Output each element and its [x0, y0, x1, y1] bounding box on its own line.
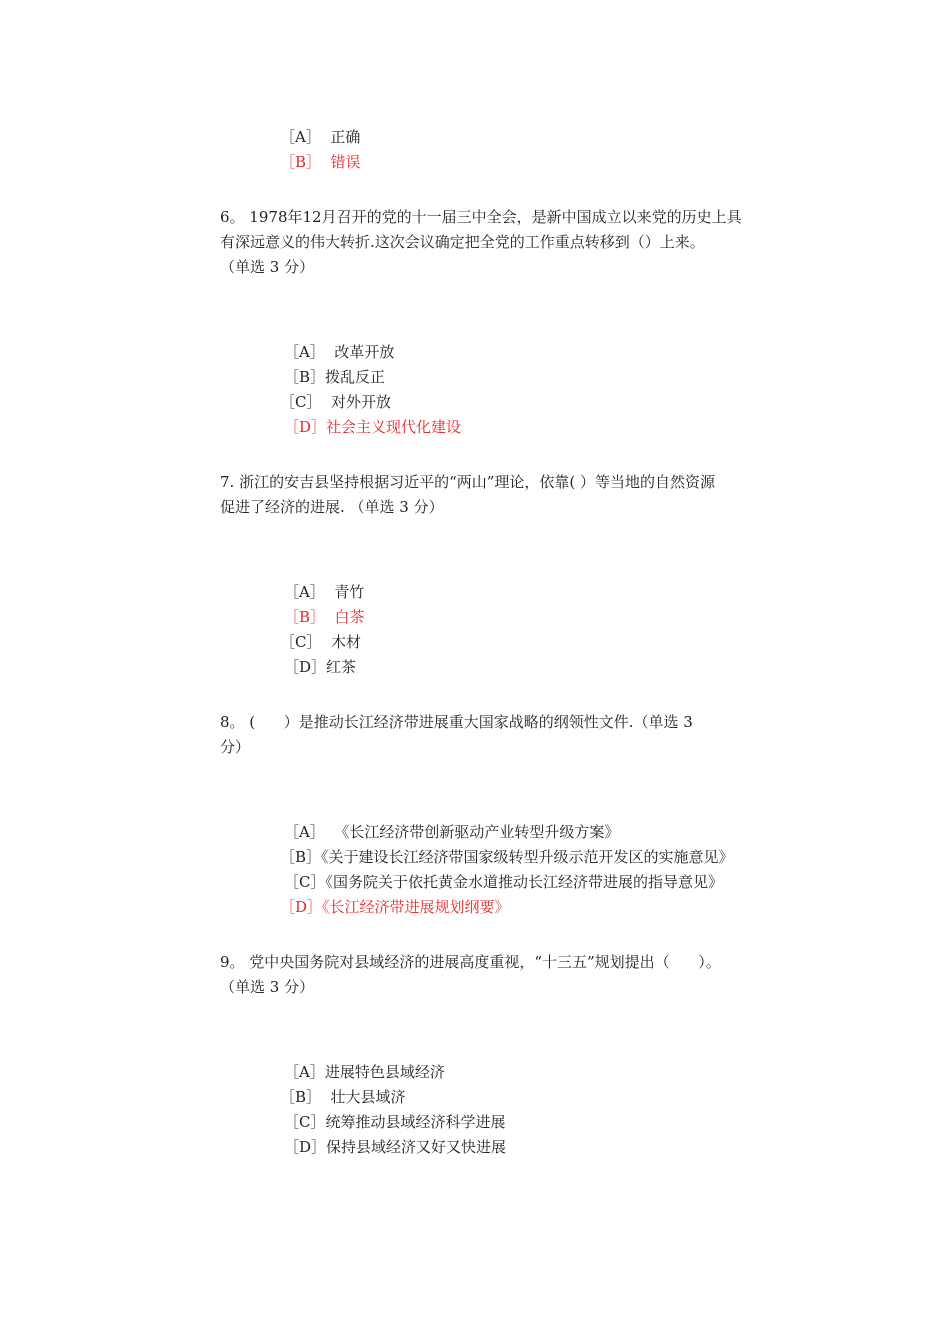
q8-text-line-1: 8。 ( ）是推动长江经济带进展重大国家战略的纲领性文件.（单选 3	[220, 713, 693, 731]
q7-text-line-2: 促进了经济的进展. （单选 3 分）	[220, 498, 444, 516]
q7-option-d: ［D］红茶	[284, 658, 357, 676]
q6-option-d: ［D］社会主义现代化建设	[284, 418, 462, 436]
q8-option-c: ［C］《国务院关于依托黄金水道推动长江经济带进展的指导意见》	[284, 873, 723, 891]
q6-option-a: ［A］ 改革开放	[284, 343, 395, 361]
q9-option-a: ［A］进展特色县域经济	[284, 1063, 445, 1081]
q5-option-b: ［B］ 错误	[280, 153, 361, 171]
q6-option-c: ［C］ 对外开放	[280, 393, 392, 411]
q8-option-d: ［D］《长江经济带进展规划纲要》	[280, 898, 510, 916]
q9-option-d: ［D］保持县域经济又好又快进展	[284, 1138, 507, 1156]
q7-option-a: ［A］ 青竹	[284, 583, 365, 601]
q7-option-b: ［B］ 白茶	[284, 608, 365, 626]
q6-text-line-3: （单选 3 分）	[220, 258, 315, 276]
q9-text-line-2: （单选 3 分）	[220, 978, 315, 996]
q6-text-line-1: 6。 1978年12月召开的党的十一届三中全会，是新中国成立以来党的历史上具	[220, 208, 742, 226]
q9-option-b: ［B］ 壮大县域济	[280, 1088, 406, 1106]
q6-text-line-2: 有深远意义的伟大转折.这次会议确定把全党的工作重点转移到（）上来。	[220, 233, 705, 251]
q7-option-c: ［C］ 木材	[280, 633, 362, 651]
q8-text-line-2: 分）	[220, 738, 251, 756]
q8-option-a: ［A］ 《长江经济带创新驱动产业转型升级方案》	[284, 823, 620, 841]
q6-option-b: ［B］拨乱反正	[284, 368, 386, 386]
q8-option-b: ［B］《关于建设长江经济带国家级转型升级示范开发区的实施意见》	[280, 848, 734, 866]
q7-text-line-1: 7. 浙江的安吉县坚持根据习近平的“两山”理论，依靠( ）等当地的自然资源	[220, 473, 716, 491]
q9-option-c: ［C］统筹推动县域经济科学进展	[284, 1113, 506, 1131]
q5-option-a: ［A］ 正确	[280, 128, 361, 146]
q9-text-line-1: 9。 党中央国务院对县域经济的进展高度重视，“十三五”规划提出（ ）。	[220, 953, 721, 971]
